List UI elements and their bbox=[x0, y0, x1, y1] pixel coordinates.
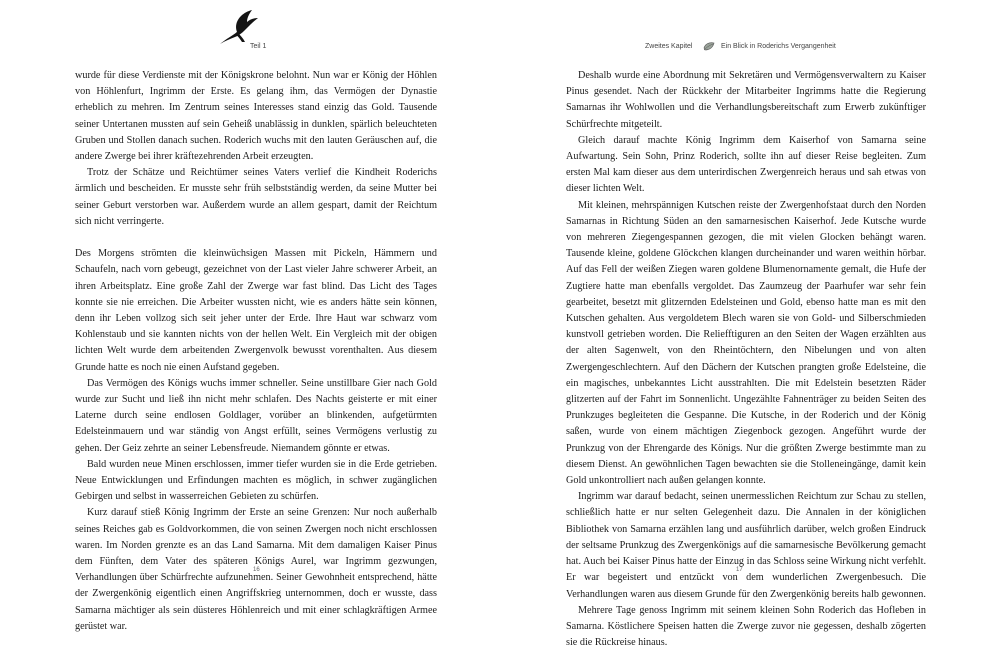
paragraph: wurde für diese Verdienste mit der Königskrone belohnt. Nun war er König der Höhlen von Höhlenfurt, Ingrimm der Erste. Es gelang ihm, das Vermögen der Dynastie erheblich zu mehren. Im Zentrum seines Interesses stand einzig das Gold. Tausende seiner Untertanen mussten auf sein Geheiß unablässig in dunklen, spärlich beleuchteten Gruben und Stollen danach suchen. Roderich wuchs mit den lauten Geräuschen auf, die andere Zwerge bei ihrer kräftezehrenden Arbeit erzeugten. bbox=[75, 70, 437, 163]
leaf-icon bbox=[703, 42, 715, 51]
paragraph: Kurz darauf stieß König Ingrimm der Erste an seine Grenzen: Nur noch außerhalb seines Reiches gab es Goldvorkommen, die von seinen Zwergen noch nicht erschlossen waren. Im Norden grenzte es an das Land Samarna. Mit dem damaligen Kaiser Pinus dem Fünften, dem Vater des späteren Königs Aurel, war Ingrimm gezwungen, Verhandlungen über Schürfrechte aufzunehmen. Seiner Gewohnheit entsprechend, hätte der Zwergenkönig eigentlich einen Angriffskrieg unternommen, doch er wusste, dass Samarna mächtiger als sein düsteres Höhlenreich und mit einer schlagkräftigen Armee gerüstet war. bbox=[75, 507, 437, 632]
paragraph: Bald wurden neue Minen erschlossen, immer tiefer wurden sie in die Erde getrieben. Neue Entwicklungen und Erfindungen machten es möglich, in schwer zugänglichen Gebirgen und selbst in wasserreichen Gebieten zu schürfen. bbox=[75, 458, 437, 503]
body-text bbox=[566, 68, 926, 651]
paragraph: Mehrere Tage genoss Ingrimm mit seinem kleinen Sohn Roderich das Hofleben in Samarna. Köstlichere Speisen hatten die Zwerge zuvor nie gegessen, deshalb zögerten sie die Rückreise hinaus. bbox=[566, 604, 926, 649]
paragraph: Gleich darauf machte König Ingrimm dem Kaiserhof von Samarna seine Aufwartung. Sein Sohn, Prinz Roderich, sollte ihn auf dieser Reise begleiten. Zum ersten Mal kam dieser aus dem unterirdischen Zwergenreich heraus und sah etwas von dieser lichten Welt. bbox=[566, 134, 926, 195]
running-head: Teil 1 bbox=[250, 43, 267, 50]
page-number: 16 bbox=[253, 567, 260, 573]
right-page bbox=[500, 0, 1000, 649]
raven-icon bbox=[218, 8, 260, 46]
left-page bbox=[0, 0, 500, 632]
body-text bbox=[75, 68, 437, 635]
paragraph: Das Vermögen des Königs wuchs immer schneller. Seine unstillbare Gier nach Gold wurde zur Sucht und ließ ihn nicht mehr schlafen. Des Nachts geisterte er mit einer Laterne durch seine endlosen Goldlager, vorüber an blinkenden, aufgetürmten Edelsteinmauern und war ständig von Angst erfüllt, seines Vermögens verlustig zu gehen. Der Geiz zehrte an seiner Lebensfreude. Niemandem gönnte er etwas. bbox=[75, 377, 437, 454]
paragraph: Ingrimm war darauf bedacht, seinen unermesslichen Reichtum zur Schau zu stellen, schließlich hatte er nur selten Gelegenheit dazu. Die Annalen in der königlichen Bibliothek von Samarna erzählen lang und ausführlich darüber, welch großen Eindruck der seltsame Prunkzug des Zwergenkönigs auf die samarnesische Bevölkerung gemacht hat. Auch bei Kaiser Pinus hatte der Einzug in das Schloss seine Wirkung nicht verfehlt. Er war begeistert und entzückt von dem wunderlichen Zwergenbesuch. Die Verhandlungen waren aus diesem Grunde für den Zwergenkönig bereits halb gewonnen. bbox=[566, 491, 926, 600]
paragraph: Deshalb wurde eine Abordnung mit Sekretären und Vermögensverwaltern zu Kaiser Pinus gesendet. Nach der Rückkehr der Mitarbeiter Ingrimms hatte die Regierung Samarnas ihr Wohlwollen und die Verhandlungsbereitschaft zum Erwerb zukünftiger Schürfrechte mitgeteilt. bbox=[566, 70, 926, 130]
paragraph: Trotz der Schätze und Reichtümer seines Vaters verlief die Kindheit Roderichs ärmlich und bescheiden. Er musste sehr früh selbstständig werden, da seine Mutter bei seiner Geburt verstorben war. Außerdem wurde an allem gespart, damit der Reichtum sich nicht verringerte. bbox=[75, 167, 437, 227]
paragraph: Des Morgens strömten die kleinwüchsigen Massen mit Pickeln, Hämmern und Schaufeln, nach vorn gebeugt, gezeichnet von der Last vieler Jahre schwerer Arbeit, an ihren Arbeitsplatz. Eine große Zahl der Zwerge war fast blind. Das Licht des Tages konnte sie nie erreichen. Die Arbeiter wussten nicht, wie es anders hätte sein können, denn ihr Leben vollzog sich seit jeher unter der Erde. Ihre Haut war schwarz vom Kohlenstaub und sie kannten nichts von der hellen Welt. Ein Vergleich mit der obigen lichten Welt wurde dem arbeitenden Zwergenvolk bewusst vorenthalten. Aus diesem Grunde hatte es noch nie einen Aufstand gegeben. bbox=[75, 248, 437, 373]
running-head-title: Ein Blick in Roderichs Vergangenheit bbox=[721, 43, 836, 50]
paragraph: Mit kleinen, mehrspännigen Kutschen reiste der Zwergenhofstaat durch den Norden Samarnas in Richtung Süden an den samarnesischen Kaiserhof. Jede Kutsche wurde von mehreren Ziegengespannen gezogen, die mit vielen Glocken behängt waren. Tausende kleine, goldene Glöckchen klangen durcheinander und waren weithin hörbar. Auf das Fell der weißen Ziegen waren goldene Blumenornamente gemalt, die Hufe der Zugtiere hatte man ebenfalls vergoldet. Das Zaumzeug der Paarhufer war sehr fein gearbeitet, besetzt mit glitzernden Edelsteinen und Gold, ebenso hatte man es mit den Kutschen gehalten. Aus vergoldetem Blech waren sie von Gold- und Silberschmieden kunstvoll getrieben worden. Die Reliefftiguren an den Seiten der Wagen erzählten aus der alten Sagenwelt, von den Rheintöchtern, den Nibelungen und von alten Zwergengeschlechtern. Auf den Dächern der Kutschen prangten große Edelsteine, die ein magisches, unbekanntes Licht ausstrahlten. Die mit Edelstein besetzten Räder glitzerten auf der Fahrt im Sonnenlicht. Ungezählte Fahnenträger zu beiden Seiten des Prunkzuges begleiteten die Gespanne. Die Kutsche, in der Roderich und der König saßen, wurde von einem mächtigen Ziegenbock gezogen. Angeführt wurde der Prunkzug von der Ehrengarde des Königs. Nur die größten Zwerge bestimmte man zu diesem Dienst. An gewöhnlichen Tagen bewachten sie die Stolleneingänge, damit kein Gold unkontrolliert nach außen gelangen konnte. bbox=[566, 199, 926, 487]
running-head-chapter: Zweites Kapitel bbox=[645, 43, 693, 50]
page-number: 17 bbox=[736, 567, 743, 573]
